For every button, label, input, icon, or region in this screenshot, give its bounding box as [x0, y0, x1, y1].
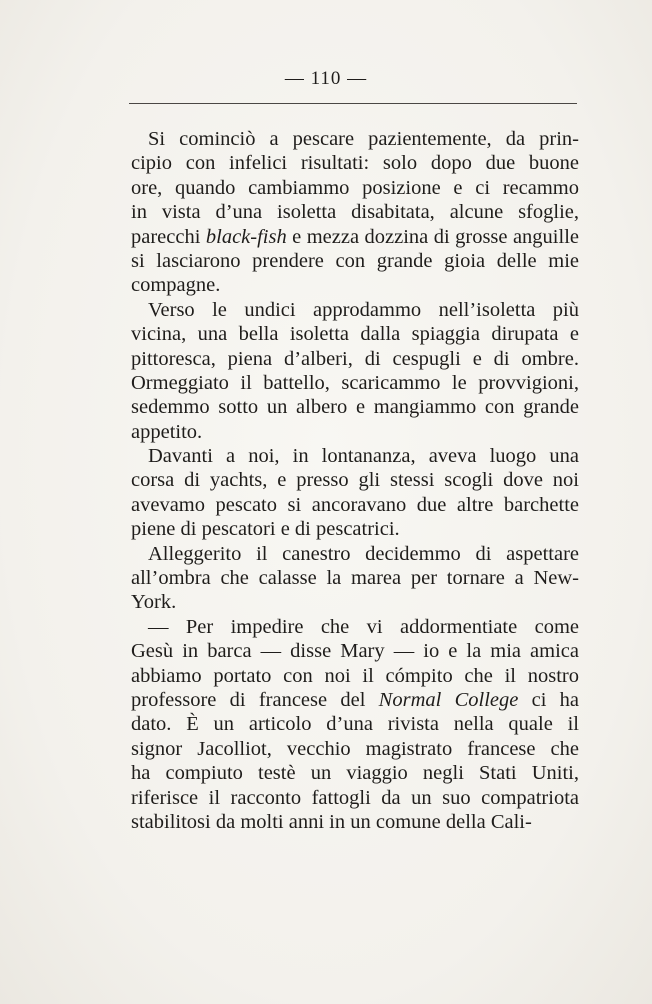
text-line: parecchi black-fish e mezza dozzina di grosse anguille	[131, 225, 579, 248]
text-line: Verso le undici approdammo nell’isoletta più	[148, 298, 579, 321]
text-line: avevamo pescato si ancoravano due altre barchette	[131, 493, 579, 516]
text-line: stabilitosi da molti anni in un comune della Cali-	[131, 810, 532, 833]
paragraph	[131, 298, 579, 444]
text-line: all’ombra che calasse la marea per tornare a New-	[131, 567, 579, 590]
text-line: in vista d’una isoletta disabitata, alcune sfoglie,	[131, 201, 579, 224]
text-line: appetito.	[131, 420, 203, 443]
italic-term: black-fish	[205, 225, 287, 248]
text-line: signor Jacolliot, vecchio magistrato francese che	[131, 737, 579, 760]
text-line: compagne.	[131, 274, 221, 297]
paragraph	[131, 127, 579, 298]
text-line: cipio con infelici risultati: solo dopo due buone	[131, 152, 579, 175]
text-line: si lasciarono prendere con grande gioia delle mie	[131, 249, 579, 272]
text-line: pittoresca, piena d’alberi, di cespugli e di ombre.	[131, 347, 579, 370]
page-number: — 110 —	[284, 68, 368, 89]
text-line: — Per impedire che vi addormentiate come	[148, 615, 579, 638]
text-line: Ormeggiato il battello, scaricammo le provvigioni,	[131, 371, 579, 394]
text-line: piene di pescatori e di pescatrici.	[131, 518, 400, 541]
text-line: York.	[131, 591, 177, 614]
paragraph	[131, 444, 579, 542]
text-line: Gesù in barca — disse Mary — io e la mia amica	[131, 640, 579, 663]
text-line: Si cominciò a pescare pazientemente, da prin-	[148, 128, 579, 150]
paragraph	[131, 615, 579, 835]
text-line: sedemmo sotto un albero e mangiammo con grande	[131, 396, 579, 419]
italic-term: Normal College	[378, 688, 519, 711]
text-line: corsa di yachts, e presso gli stessi scogli dove noi	[131, 469, 579, 492]
text-line: Davanti a noi, in lontananza, aveva luogo una	[148, 445, 579, 468]
text-line: ore, quando cambiammo posizione e ci recammo	[131, 176, 579, 199]
header-rule	[129, 103, 577, 104]
text-line: vicina, una bella isoletta dalla spiaggia dirupata e	[131, 323, 579, 346]
paragraph	[131, 542, 579, 615]
text-line: professore di francese del Normal College ci ha	[131, 688, 579, 711]
text-line: riferisce il racconto fattogli da un suo compatriota	[131, 786, 579, 809]
text-line: Alleggerito il canestro decidemmo di aspettare	[148, 542, 579, 565]
text-line: abbiamo portato con noi il cómpito che il nostro	[131, 664, 579, 687]
text-line: dato. È un articolo d’una rivista nella quale il	[131, 713, 579, 736]
body-text	[131, 127, 579, 834]
text-line: ha compiuto testè un viaggio negli Stati Uniti,	[131, 762, 579, 785]
